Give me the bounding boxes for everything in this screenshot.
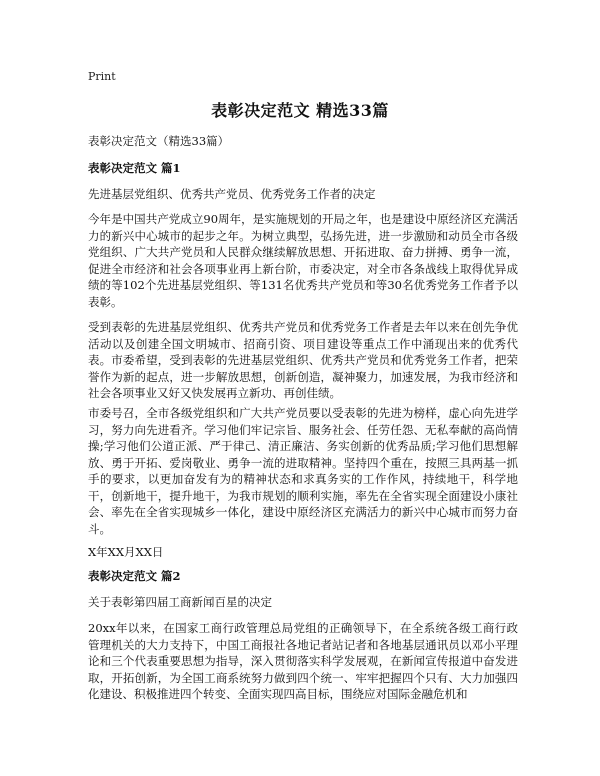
paragraph: 20xx年以来，在国家工商行政管理总局党组的正确领导下，在全系统各级工商行政管理机关的大力支持下，中国工商报社各地记者站记者和各地基层通讯员以邓小平理论和三个代表重要思想为指导，深入贯彻落实科学发展观，在新闻宣传报道中奋发进取，开拓创新，为全国工商系统努力做到四个统一、牢牢把握四个只有、大力加强四化建设、积极推进四个转变、全面实现四高目标，围绕应对国际金融危机和 [88, 621, 518, 701]
paragraph: 市委号召，全市各级党组织和广大共产党员要以受表彰的先进为榜样，虚心向先进学习，努力向先进看齐。学习他们牢记宗旨、服务社会、任劳任怨、无私奉献的高尚情操;学习他们公道正派、严于律己、清正廉洁、务实创新的优秀品质;学习他们思想解放、勇于开拓、爱岗敬业、勇争一流的进取精神。坚持四个重在，按照三具两基一抓手的要求，以更加奋发有为的精神状态和求真务实的工作作风，持续地干，科学地干，创新地干，提升地干，为我市规划的顺利实施，率先在全省实现全面建设小康社会、率先在全省实现城乡一体化，建设中原经济区充满活力的新兴中心城市而努力奋斗。 [88, 406, 518, 536]
paragraph: 受到表彰的先进基层党组织、优秀共产党员和优秀党务工作者是去年以来在创先争优活动以及创建全国文明城市、招商引资、项目建设等重点工作中涌现出来的优秀代表。市委希望，受到表彰的先进基层党组织、优秀共产党员和优秀党务工作者，把荣誉作为新的起点，进一步解放思想，创新创造，凝神聚力，加速发展，为我市经济和社会各项事业又好又快发展再立新功、再创佳绩。 [88, 320, 518, 400]
section-heading-1: 表彰决定范文 篇1 [88, 161, 181, 175]
document-subtitle: 表彰决定范文（精选33篇） [88, 134, 230, 148]
page-title: 表彰决定范文 精选33篇 [211, 101, 389, 120]
section-intro-2: 关于表彰第四届工商新闻百星的决定 [88, 595, 272, 609]
section-intro-1: 先进基层党组织、优秀共产党员、优秀党务工作者的决定 [88, 187, 376, 201]
print-label[interactable]: Print [88, 70, 116, 83]
section-heading-2: 表彰决定范文 篇2 [88, 569, 181, 583]
document-date: X年XX月XX日 [88, 545, 164, 559]
paragraph: 今年是中国共产党成立90周年，是实施规划的开局之年，也是建设中原经济区充满活力的新兴中心城市的起步之年。为树立典型，弘扬先进，进一步激励和动员全市各级党组织、广大共产党员和人民群众继续解放思想、开拓进取、奋力拼搏、勇争一流，促进全市经济和社会各项事业再上新台阶，市委决定，对全市各条战线上取得优异成绩的等102个先进基层党组织、等131名优秀共产党员和等30名优秀党务工作者予以表彰。 [88, 212, 518, 309]
